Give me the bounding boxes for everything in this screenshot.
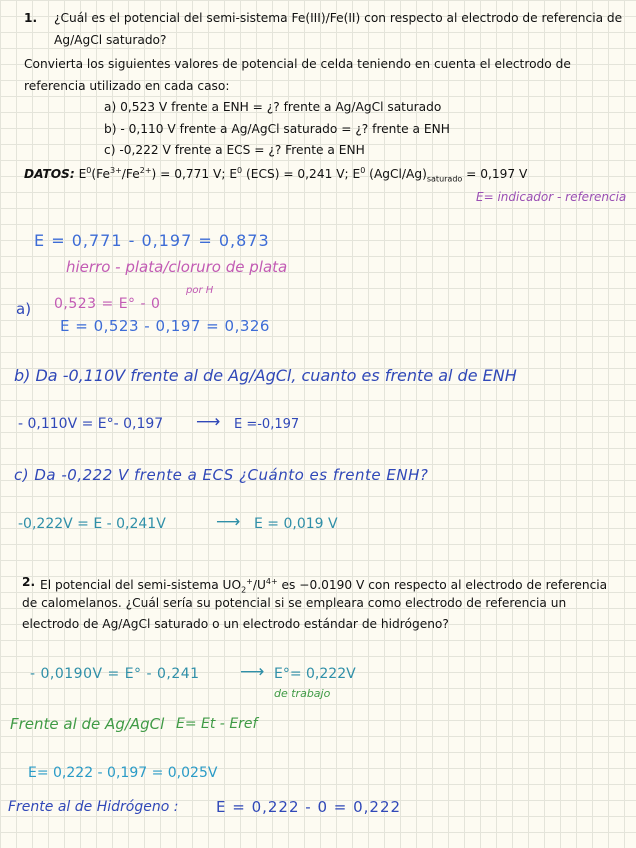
frente-h-label: Frente al de Hidrógeno : <box>8 799 179 815</box>
part-b-text: b) Da -0,110V frente al de Ag/AgCl, cuanto es frente al de ENH <box>14 366 517 385</box>
q1-number: 1. <box>24 11 38 25</box>
part-c-result: E = 0,019 V <box>254 516 338 532</box>
q1-option-b: b) - 0,110 V frente a Ag/AgCl saturado = ¿? frente a ENH <box>104 122 450 136</box>
frente-ag-label: Frente al de Ag/AgCl <box>10 715 165 733</box>
part-a-equation: 0,523 = E° - 0 <box>54 296 161 312</box>
datos-sup: 0 <box>86 166 92 175</box>
q1-datos <box>24 161 527 190</box>
q2-part: El potencial del semi-sistema UO <box>40 578 242 593</box>
q1-line2: Ag/AgCl saturado? <box>54 33 167 47</box>
datos-label: DATOS: <box>24 167 75 182</box>
q2-line3: electrodo de Ag/AgCl saturado o un electrodo estándar de hidrógeno? <box>22 617 449 631</box>
part-a-result: E = 0,523 - 0,197 = 0,326 <box>60 317 270 335</box>
q2-calc-ag: E= 0,222 - 0,197 = 0,025V <box>28 765 218 781</box>
q2-formula: E= Et - Eref <box>176 716 258 732</box>
q2-sup: + <box>246 577 253 586</box>
q1-instruction-1: Convierta los siguientes valores de potencial de celda teniendo en cuenta el electrodo de <box>24 57 571 71</box>
part-c-text: c) Da -0,222 V frente a ECS ¿Cuánto es frente ENH? <box>14 466 429 484</box>
q1-option-c: c) -0,222 V frente a ECS = ¿? Frente a ENH <box>104 143 365 157</box>
q1-instruction-2: referencia utilizado en cada caso: <box>24 79 230 93</box>
formula-note: E= indicador - referencia <box>476 190 627 204</box>
q2-line2: de calomelanos. ¿Cuál sería su potencial si se empleara como electrodo de referencia un <box>22 596 567 610</box>
part-c-equation: -0,222V = E - 0,241V <box>18 516 166 532</box>
part-b-equation: - 0,110V = E°- 0,197 <box>18 416 164 432</box>
calc-fe: E = 0,771 - 0,197 = 0,873 <box>34 231 270 250</box>
arrow-icon: ⟶ <box>240 662 265 682</box>
arrow-icon: ⟶ <box>196 412 221 432</box>
q2-equation: - 0,0190V = E° - 0,241 <box>30 666 200 682</box>
datos-sup: 0 <box>237 166 243 175</box>
datos-sup: 3+ <box>110 166 122 175</box>
q1-option-a: a) 0,523 V frente a ENH = ¿? frente a Ag/AgCl saturado <box>104 100 442 114</box>
part-a-note: por H <box>186 285 214 296</box>
part-b-result: E =-0,197 <box>234 417 300 432</box>
q2-sub: 2 <box>241 585 247 595</box>
datos-sup: 0 <box>360 166 366 175</box>
datos-part: /Fe <box>121 167 140 182</box>
q2-number: 2. <box>22 575 36 589</box>
datos-part: E <box>78 167 87 182</box>
datos-part: (ECS) = 0,241 V; E <box>242 167 361 182</box>
datos-part: (Fe <box>91 167 110 182</box>
part-a-label: a) <box>16 300 32 318</box>
hierro-note: hierro - plata/cloruro de plata <box>66 258 288 276</box>
q2-sup: 4+ <box>265 577 278 586</box>
q2-part: /U <box>252 578 266 593</box>
datos-part: (AgCl/Ag) <box>365 167 427 182</box>
q2-part: es −0.0190 V con respecto al electrodo de referencia <box>277 578 608 593</box>
q2-calc-h: E = 0,222 - 0 = 0,222 <box>216 798 402 816</box>
q2-result: E°= 0,222V <box>274 666 356 682</box>
arrow-icon: ⟶ <box>216 512 241 532</box>
datos-sup: 2+ <box>139 166 152 175</box>
datos-sub: saturado <box>426 174 463 184</box>
datos-part: = 0,197 V <box>462 167 528 182</box>
datos-part: ) = 0,771 V; E <box>151 167 238 182</box>
de-trabajo-note: de trabajo <box>274 687 331 700</box>
q1-line1: ¿Cuál es el potencial del semi-sistema Fe(III)/Fe(II) con respecto al electrodo de referencia de <box>54 11 623 25</box>
